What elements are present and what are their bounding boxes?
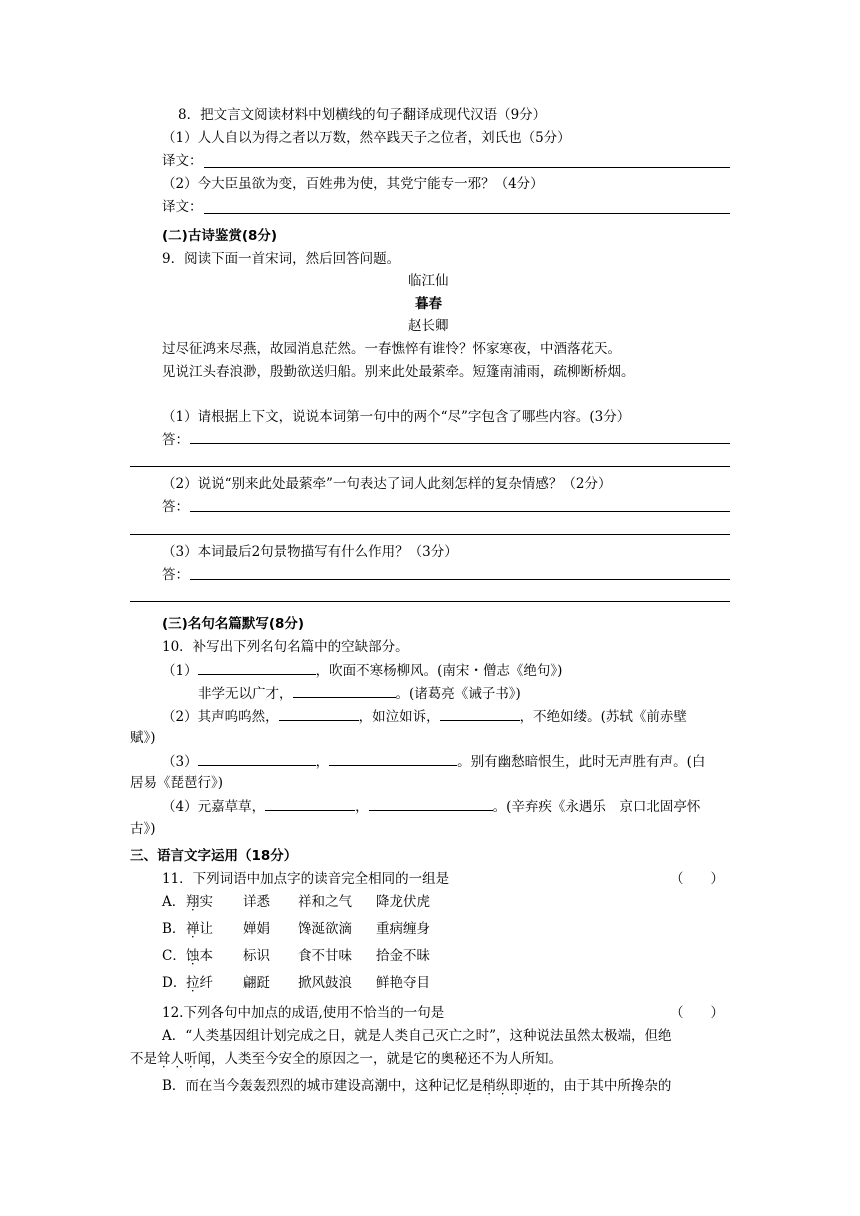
dotted-char: 稍 bbox=[482, 1078, 496, 1094]
q12-option-a-line-1: A．“人类基因组计划完成之日，就是人类自己灭亡之时”，这种说法虽然太极端，但绝 bbox=[162, 1028, 672, 1044]
answer-line bbox=[130, 466, 730, 467]
q10-item-2-cont: 赋》) bbox=[130, 730, 156, 746]
text: 的，由于其中所搀杂的 bbox=[536, 1078, 672, 1094]
q10-item-4-cont: 古》) bbox=[130, 821, 156, 837]
option-letter: C． bbox=[162, 948, 186, 964]
dotted-char: 逝 bbox=[522, 1078, 537, 1094]
word: 婵娟 bbox=[243, 921, 270, 937]
dotted-idiom bbox=[157, 1051, 211, 1067]
dotted-char: 翔 bbox=[186, 894, 200, 910]
answer-line bbox=[130, 601, 730, 602]
fill-blank[interactable] bbox=[265, 796, 355, 811]
dotted-char: 人 bbox=[170, 1051, 184, 1067]
item-prefix: （3） bbox=[162, 754, 198, 770]
q9-1: （1）请根据上下文，说说本词第一句中的两个“尽”字包含了哪些内容。(3分） bbox=[162, 409, 631, 425]
word: 降龙伏虎 bbox=[376, 894, 430, 910]
item-text: 。(诸葛亮《诫子书》) bbox=[395, 686, 521, 702]
answer-line bbox=[190, 511, 730, 512]
answer-line bbox=[190, 579, 730, 580]
word: 掀风鼓浪 bbox=[298, 975, 352, 991]
dotted-char: 蚀 bbox=[186, 948, 200, 964]
fill-blank[interactable] bbox=[329, 751, 457, 766]
fill-blank[interactable] bbox=[369, 796, 493, 811]
item-prefix: （4）元嘉草草， bbox=[162, 799, 266, 815]
dotted-char: 纵 bbox=[495, 1078, 510, 1094]
word: 食不甘味 bbox=[298, 948, 352, 964]
answer-line bbox=[130, 534, 730, 535]
q9-1-answer-label: 答： bbox=[162, 432, 189, 448]
q8-sentence-2: （2）今大臣虽欲为变，百姓弗为使，其党宁能专一邪？（4分） bbox=[162, 176, 544, 192]
q12-stem: 12.下列各句中加点的成语,使用不恰当的一句是 bbox=[162, 1005, 445, 1021]
dotted-idiom bbox=[482, 1078, 536, 1094]
q8-answer-label-2: 译文： bbox=[162, 199, 203, 215]
q10-item-3 bbox=[162, 751, 705, 772]
q12-answer-paren[interactable]: （ ） bbox=[670, 1005, 724, 1021]
q10-item-4 bbox=[162, 796, 700, 817]
answer-line bbox=[204, 213, 730, 214]
section-heading-poetry: (二)古诗鉴赏(8分) bbox=[162, 228, 278, 244]
item-text: ， bbox=[315, 754, 330, 770]
word: 标识 bbox=[243, 948, 270, 964]
word: 祥和之气 bbox=[298, 894, 352, 910]
item-text: ，如泣如诉， bbox=[358, 709, 440, 725]
q10-item-1b bbox=[198, 683, 521, 704]
poem-tune: 临江仙 bbox=[408, 273, 449, 289]
option-letter: B． bbox=[162, 921, 186, 937]
q9-2: （2）说说“别来此处最萦牵”一句表达了词人此刻怎样的复杂情感？（2分） bbox=[162, 476, 612, 492]
section-heading-recitation: (三)名句名篇默写(8分) bbox=[162, 616, 305, 632]
poem-line-1: 过尽征鸿来尽燕，故园消息茫然。一春憔悴有谁怜？怀家寒夜，中酒落花天。 bbox=[162, 341, 621, 357]
q8-title: 8．把文言文阅读材料中划横线的句子翻译成现代汉语（9分） bbox=[178, 107, 547, 123]
fill-blank[interactable] bbox=[440, 706, 520, 721]
item-prefix: 非学无以广才， bbox=[198, 686, 293, 702]
part-heading-language: 三、语言文字运用（18分） bbox=[130, 848, 298, 864]
answer-line bbox=[204, 167, 730, 168]
poem-line-2: 见说江头春浪渺，殷勤欲送归船。别来此处最萦牵。短篷南浦雨，疏柳断桥烟。 bbox=[162, 364, 635, 380]
word: 纤 bbox=[199, 975, 213, 991]
q12-option-b bbox=[162, 1076, 671, 1096]
word: 让 bbox=[199, 921, 213, 937]
q11-answer-paren[interactable]: （ ） bbox=[670, 871, 724, 887]
q10-item-2 bbox=[162, 706, 687, 727]
q11-stem: 11．下列词语中加点字的读音完全相同的一组是 bbox=[162, 871, 450, 887]
q11-option-c bbox=[162, 946, 430, 966]
option-letter: A． bbox=[162, 894, 186, 910]
item-text: 。别有幽愁暗恨生，此时无声胜有声。(白 bbox=[457, 754, 706, 770]
item-prefix: （2）其声呜呜然， bbox=[162, 709, 279, 725]
word: 实 bbox=[199, 894, 213, 910]
item-text: ， bbox=[355, 799, 369, 815]
text: B．而在当今轰轰烈烈的城市建设高潮中，这种记忆是 bbox=[162, 1078, 483, 1094]
q10-intro: 10．补写出下列名句名篇中的空缺部分。 bbox=[162, 639, 409, 655]
dotted-char: 耸 bbox=[157, 1051, 171, 1067]
word: 翩跹 bbox=[243, 975, 270, 991]
q9-intro: 9．阅读下面一首宋词，然后回答问题。 bbox=[162, 251, 401, 267]
dotted-char: 听 bbox=[184, 1051, 198, 1067]
text: 不是 bbox=[130, 1051, 157, 1067]
fill-blank[interactable] bbox=[198, 751, 316, 766]
dotted-char: 拉 bbox=[186, 975, 200, 991]
word: 鲜艳夺目 bbox=[376, 975, 430, 991]
fill-blank[interactable] bbox=[293, 683, 396, 698]
q11-option-d bbox=[162, 973, 430, 993]
word: 重病缠身 bbox=[376, 921, 430, 937]
dotted-char: 即 bbox=[509, 1078, 523, 1094]
item-text: ，不绝如缕。(苏轼《前赤壁 bbox=[519, 709, 687, 725]
q9-2-answer-label: 答： bbox=[162, 499, 189, 515]
answer-line bbox=[190, 443, 730, 444]
item-prefix: （1） bbox=[162, 663, 198, 679]
q9-3: （3）本词最后2句景物描写有什么作用？（3分） bbox=[162, 544, 458, 560]
word: 拾金不昧 bbox=[376, 948, 430, 964]
fill-blank[interactable] bbox=[198, 660, 316, 675]
q11-option-b bbox=[162, 919, 430, 939]
poem-author: 赵长卿 bbox=[408, 318, 449, 334]
q8-sentence-1: （1）人人自以为得之者以万数，然卒践天子之位者，刘氏也（5分） bbox=[162, 130, 571, 146]
q11-option-a bbox=[162, 892, 430, 912]
q8-answer-label-1: 译文： bbox=[162, 153, 203, 169]
option-letter: D． bbox=[162, 975, 187, 991]
poem-title: 暮春 bbox=[415, 296, 442, 312]
dotted-char: 禅 bbox=[186, 921, 200, 937]
word: 本 bbox=[199, 948, 213, 964]
item-text: 。(辛弃疾《永遇乐 京口北固亭怀 bbox=[492, 799, 701, 815]
word: 馋涎欲滴 bbox=[298, 921, 352, 937]
text: ，人类至今安全的原因之一，就是它的奥秘还不为人所知。 bbox=[211, 1051, 562, 1067]
dotted-char: 闻 bbox=[197, 1051, 211, 1067]
q12-option-a-line-2 bbox=[130, 1049, 562, 1069]
q10-item-3-cont: 居易《琵琶行》) bbox=[130, 775, 224, 791]
q9-3-answer-label: 答： bbox=[162, 567, 189, 583]
fill-blank[interactable] bbox=[279, 706, 359, 721]
q10-item-1 bbox=[162, 660, 562, 681]
word: 详悉 bbox=[243, 894, 270, 910]
item-text: ，吹面不寒杨柳风。(南宋・僧志《绝句》) bbox=[315, 663, 563, 679]
